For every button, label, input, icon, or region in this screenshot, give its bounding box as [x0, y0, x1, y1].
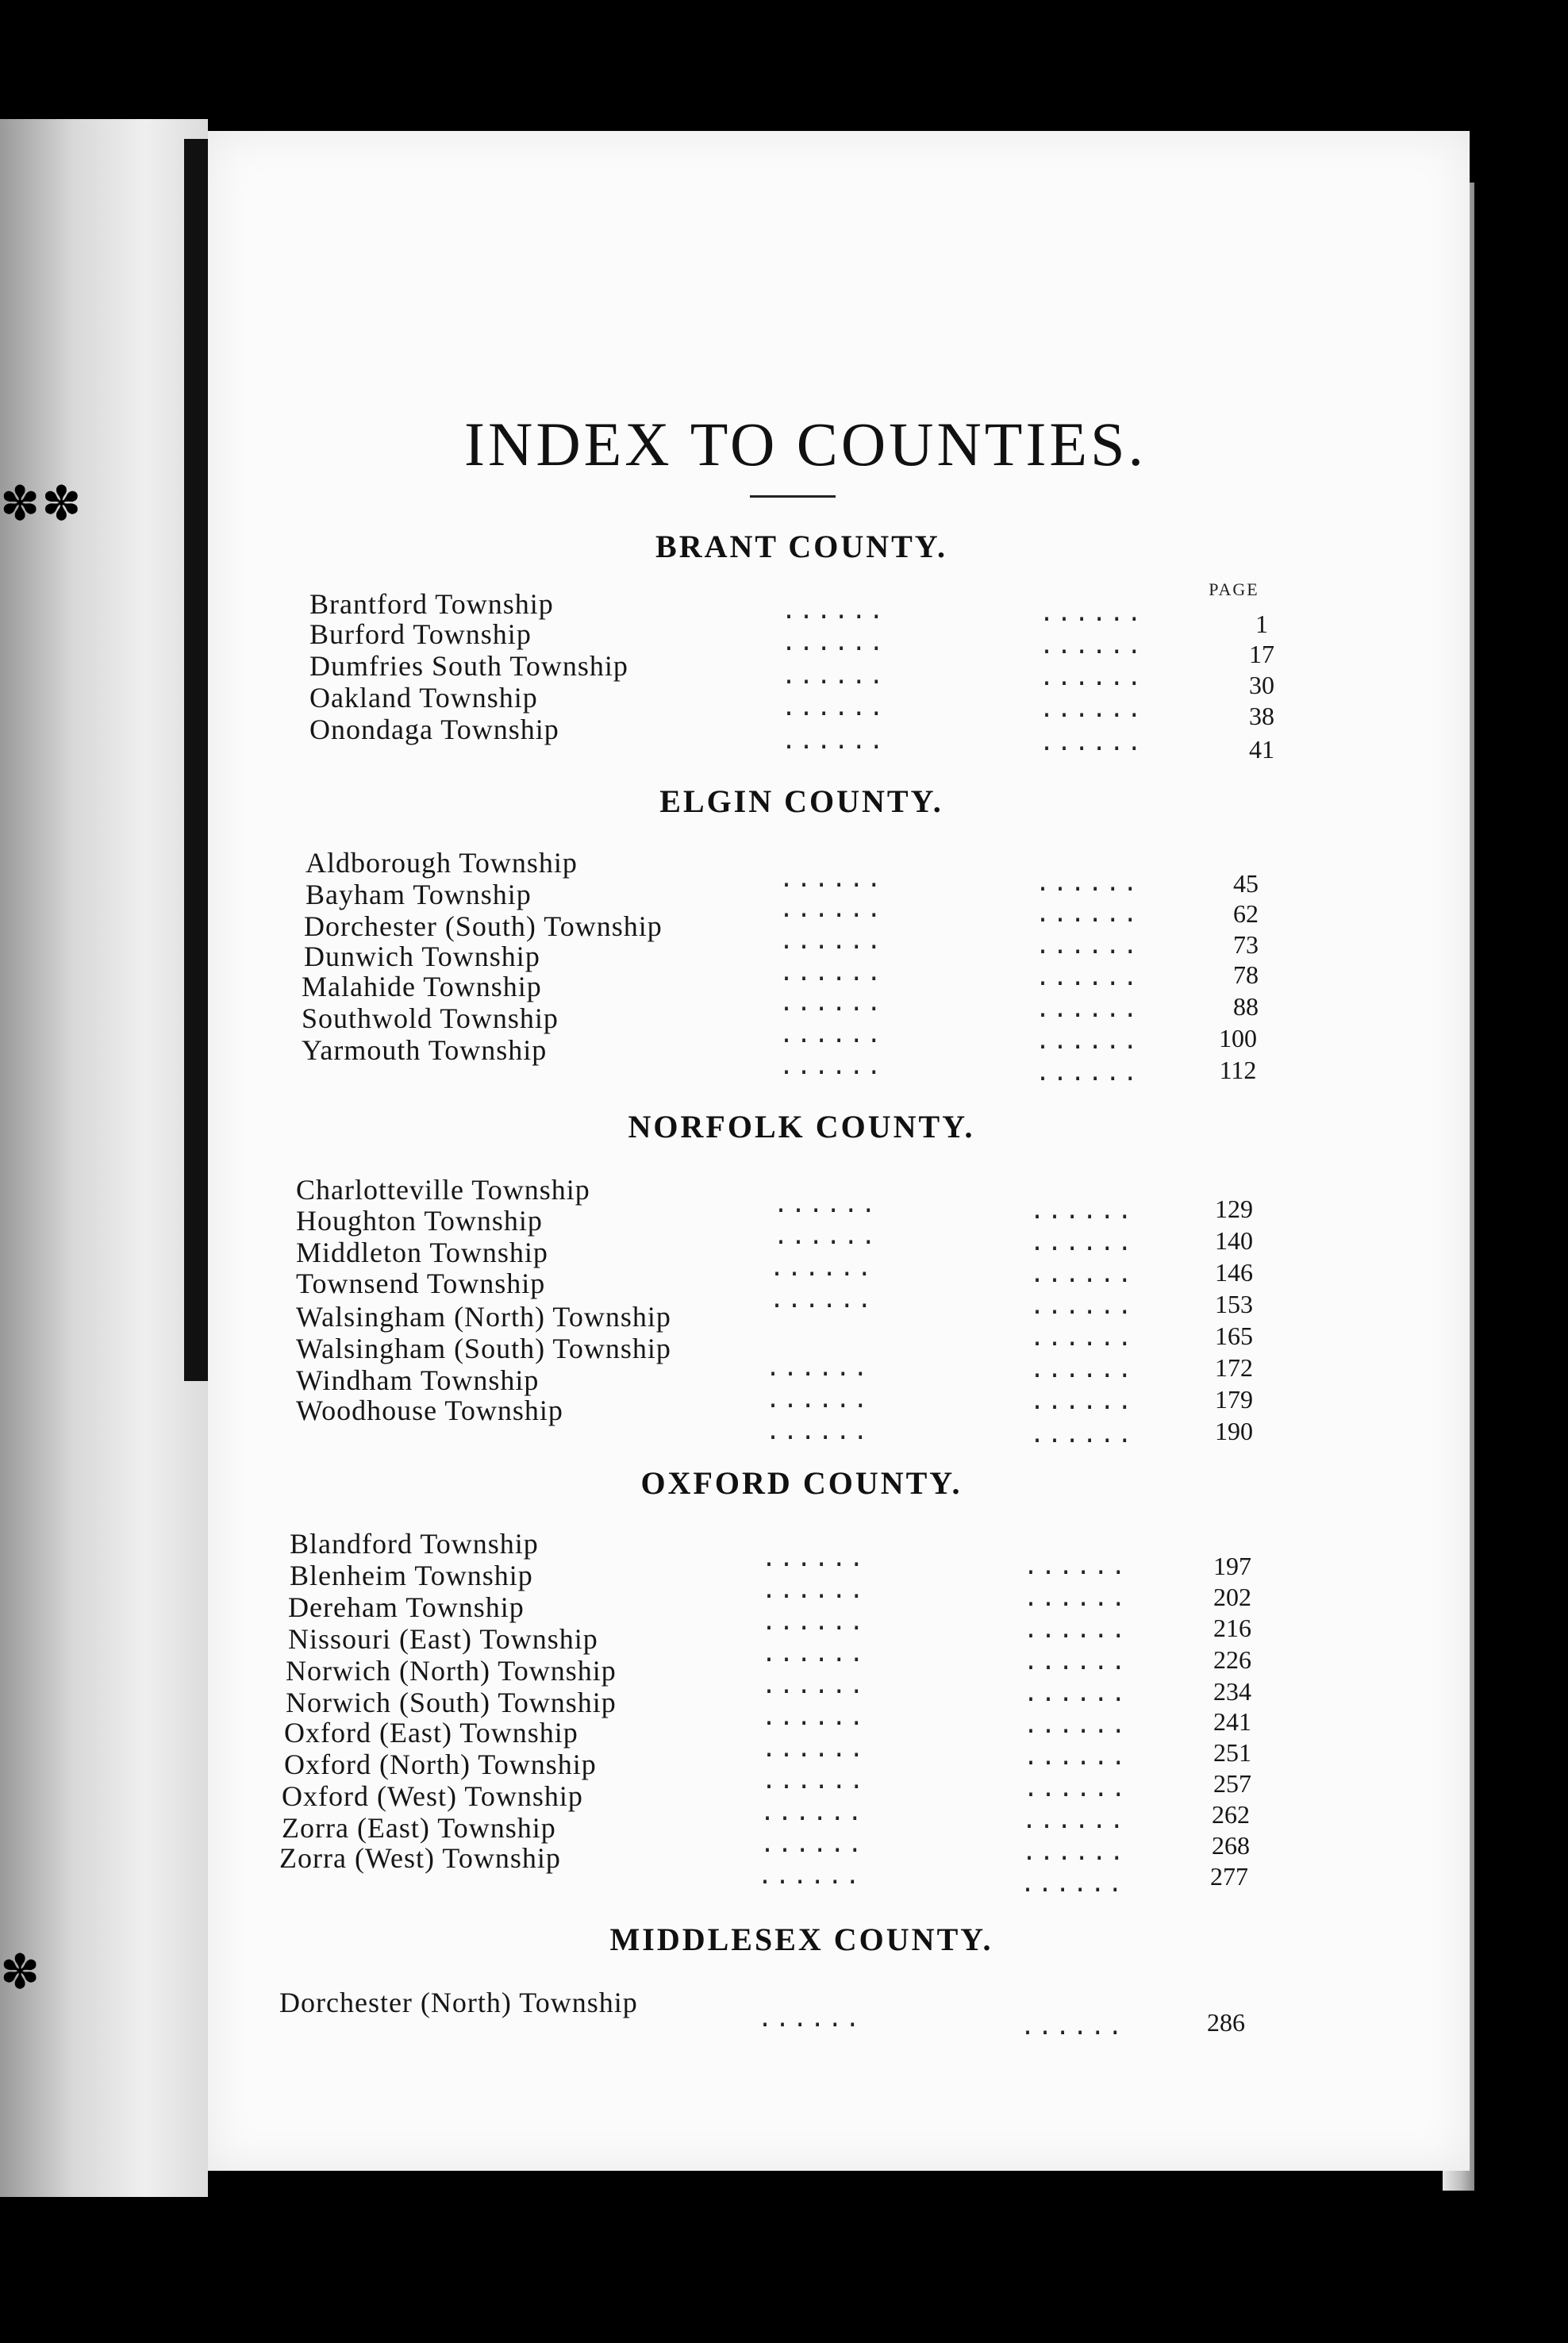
township-name: Middleton Township: [296, 1237, 548, 1268]
page-number: 146: [1215, 1258, 1253, 1287]
dot-leader: ......: [1040, 695, 1145, 723]
dot-leader: ......: [1036, 1027, 1141, 1055]
dot-leader: ......: [782, 597, 887, 625]
page-number: 172: [1215, 1353, 1253, 1382]
page-number: 286: [1207, 2008, 1245, 2037]
dot-leader: ......: [1024, 1743, 1129, 1771]
dot-leader: ......: [762, 1767, 867, 1795]
dot-leader: ......: [1036, 869, 1141, 897]
page-number: 268: [1212, 1831, 1250, 1860]
township-name: Windham Township: [296, 1364, 540, 1396]
township-name: Zorra (East) Township: [282, 1812, 556, 1844]
page-number: 30: [1249, 671, 1274, 699]
page-number: 45: [1233, 869, 1259, 898]
page-number: 251: [1213, 1738, 1251, 1767]
page-number: 202: [1213, 1583, 1251, 1611]
dot-leader: ......: [774, 1222, 879, 1250]
township-name: Dorchester (North) Township: [279, 1987, 638, 2018]
dot-leader: ......: [758, 2005, 863, 2033]
dot-leader: ......: [1030, 1229, 1136, 1256]
dot-leader: ......: [1040, 664, 1145, 691]
dot-leader: ......: [1024, 1584, 1129, 1612]
dot-leader: ......: [1024, 1648, 1129, 1675]
page-number: 140: [1215, 1226, 1253, 1255]
dot-leader: ......: [779, 989, 885, 1017]
page-number: 17: [1249, 640, 1274, 668]
page-number: 241: [1213, 1707, 1251, 1736]
page-number: 153: [1215, 1290, 1253, 1318]
township-name: Blenheim Township: [290, 1560, 533, 1591]
title-rule: [750, 495, 836, 498]
dot-leader: ......: [1020, 1870, 1126, 1898]
dot-leader: ......: [1030, 1197, 1136, 1225]
dot-leader: ......: [782, 662, 887, 690]
dot-leader: ......: [762, 1703, 867, 1731]
dot-leader: ......: [1036, 900, 1141, 928]
township-name: Oxford (West) Township: [282, 1780, 583, 1812]
page-number: 179: [1215, 1385, 1253, 1414]
page-number: 62: [1233, 899, 1259, 928]
township-name: Aldborough Township: [306, 847, 578, 879]
township-name: Bayham Township: [306, 879, 532, 910]
county-heading: MIDDLESEX COUNTY.: [609, 1922, 993, 1957]
dot-leader: ......: [779, 959, 885, 987]
dot-leader: ......: [762, 1640, 867, 1668]
page-number: 190: [1215, 1417, 1253, 1445]
dot-leader: ......: [1024, 1616, 1129, 1644]
dot-leader: ......: [1036, 932, 1141, 960]
county-heading: NORFOLK COUNTY.: [628, 1109, 975, 1145]
dot-leader: ......: [1022, 1838, 1128, 1866]
page-number: 129: [1215, 1195, 1253, 1223]
dot-leader: ......: [779, 865, 885, 893]
county-heading: ELGIN COUNTY.: [659, 783, 943, 819]
dot-leader: ......: [1030, 1260, 1136, 1288]
dot-leader: ......: [1030, 1421, 1136, 1449]
township-name: Charlotteville Township: [296, 1174, 590, 1206]
township-name: Southwold Township: [302, 1002, 559, 1034]
page-number: 1: [1255, 610, 1268, 638]
dot-leader: ......: [770, 1286, 875, 1314]
page-number: 257: [1213, 1769, 1251, 1798]
township-name: Oxford (North) Township: [284, 1749, 597, 1780]
township-name: Walsingham (North) Township: [296, 1301, 671, 1333]
dot-leader: ......: [760, 1830, 866, 1858]
dot-leader: ......: [762, 1608, 867, 1636]
township-name: Dorchester (South) Township: [304, 910, 663, 942]
township-name: Zorra (West) Township: [279, 1842, 561, 1874]
dot-leader: ......: [779, 927, 885, 955]
township-name: Yarmouth Township: [302, 1034, 548, 1066]
township-name: Norwich (North) Township: [286, 1655, 617, 1687]
dot-leader: ......: [766, 1386, 871, 1414]
dot-leader: ......: [762, 1735, 867, 1763]
page-number: 38: [1249, 702, 1274, 730]
page-number: 234: [1213, 1677, 1251, 1706]
township-name: Oakland Township: [309, 682, 538, 714]
dot-leader: ......: [770, 1254, 875, 1282]
township-name: Walsingham (South) Township: [296, 1333, 671, 1364]
township-name: Dereham Township: [288, 1591, 525, 1623]
dot-leader: ......: [1024, 1552, 1129, 1580]
township-name: Houghton Township: [296, 1205, 543, 1237]
dot-leader: ......: [1036, 1059, 1141, 1087]
dot-leader: ......: [766, 1354, 871, 1382]
page-number: 216: [1213, 1614, 1251, 1642]
page-number: 41: [1249, 735, 1274, 764]
dot-leader: ......: [782, 694, 887, 721]
dot-leader: ......: [779, 1052, 885, 1080]
dot-leader: ......: [782, 727, 887, 755]
page-number: 73: [1233, 930, 1259, 959]
dot-leader: ......: [1024, 1711, 1129, 1739]
dot-leader: ......: [1030, 1356, 1136, 1383]
page-number: 100: [1219, 1024, 1257, 1052]
dot-leader: ......: [1024, 1679, 1129, 1707]
page-number: 197: [1213, 1552, 1251, 1580]
dot-leader: ......: [774, 1191, 879, 1218]
county-heading: OXFORD COUNTY.: [640, 1465, 963, 1501]
dot-leader: ......: [779, 895, 885, 923]
page-number: 226: [1213, 1645, 1251, 1674]
township-name: Dunwich Township: [304, 941, 540, 972]
page-number: 88: [1233, 992, 1259, 1021]
township-name: Dumfries South Township: [309, 650, 628, 682]
township-name: Malahide Township: [302, 971, 542, 1002]
township-name: Burford Township: [309, 618, 532, 650]
dot-leader: ......: [782, 629, 887, 656]
dot-leader: ......: [1030, 1387, 1136, 1415]
township-name: Norwich (South) Township: [286, 1687, 617, 1718]
page-number: 112: [1219, 1056, 1257, 1084]
township-name: Brantford Township: [309, 588, 554, 620]
township-name: Townsend Township: [296, 1268, 546, 1299]
dot-leader: ......: [1040, 729, 1145, 756]
page-number: 78: [1233, 960, 1259, 989]
township-name: Woodhouse Township: [296, 1395, 563, 1426]
left-facing-page: [0, 119, 208, 2197]
dot-leader: ......: [1030, 1324, 1136, 1352]
page-title: INDEX TO COUNTIES.: [464, 410, 1147, 479]
dot-leader: ......: [758, 1862, 863, 1890]
township-name: Nissouri (East) Township: [288, 1623, 598, 1655]
dot-leader: ......: [762, 1545, 867, 1572]
page-number: 262: [1212, 1800, 1250, 1829]
dot-leader: ......: [1040, 632, 1145, 660]
dot-leader: ......: [1036, 995, 1141, 1023]
dot-leader: ......: [760, 1799, 866, 1826]
county-heading: BRANT COUNTY.: [655, 529, 947, 564]
dot-leader: ......: [766, 1418, 871, 1445]
dot-leader: ......: [1036, 964, 1141, 991]
dot-leader: ......: [1030, 1292, 1136, 1320]
ornament-icon: ✽: [0, 1945, 42, 2000]
township-name: Oxford (East) Township: [284, 1717, 578, 1749]
dot-leader: ......: [1022, 1806, 1128, 1834]
page-number: 165: [1215, 1322, 1253, 1350]
township-name: Onondaga Township: [309, 714, 559, 745]
dot-leader: ......: [1020, 2013, 1126, 2041]
page-number: 277: [1210, 1862, 1248, 1891]
dot-leader: ......: [1024, 1775, 1129, 1802]
dot-leader: ......: [779, 1021, 885, 1048]
township-name: Blandford Township: [290, 1528, 539, 1560]
page-column-label: PAGE: [1209, 579, 1259, 599]
dot-leader: ......: [762, 1576, 867, 1604]
ornament-icon: ✽✽: [0, 476, 83, 532]
dot-leader: ......: [762, 1672, 867, 1699]
dot-leader: ......: [1040, 599, 1145, 627]
